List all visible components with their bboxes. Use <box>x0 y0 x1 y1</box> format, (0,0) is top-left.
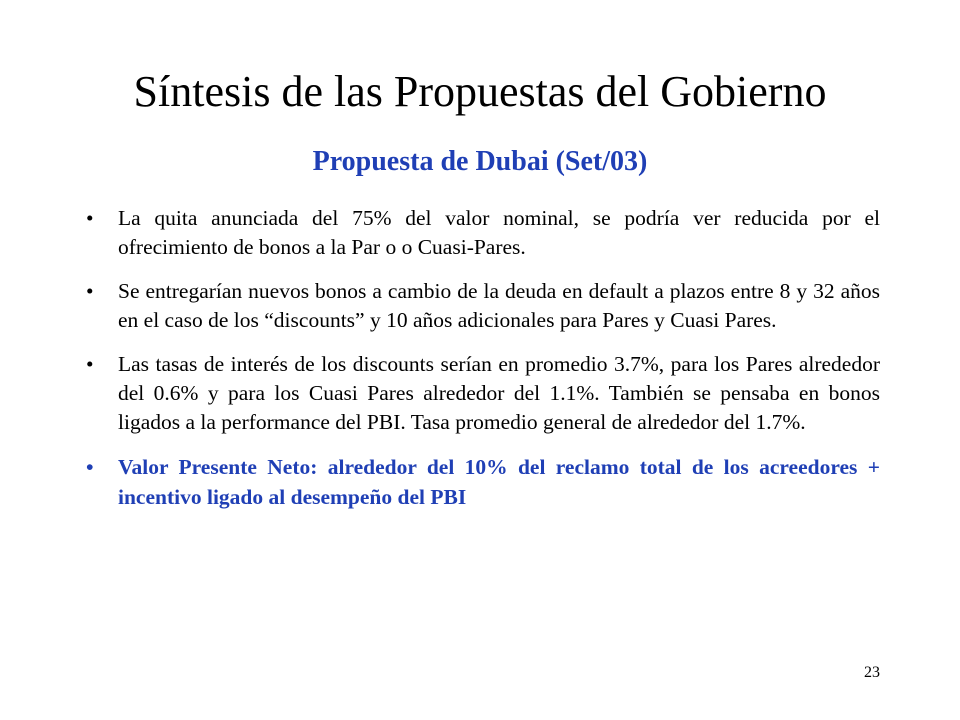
slide-title: Síntesis de las Propuestas del Gobierno <box>133 67 827 116</box>
bullet-item-highlight <box>84 452 880 512</box>
bullet-text: La quita anunciada del 75% del valor nominal, se podría ver reducida por el ofrecimiento de bonos a la Par o o Cuasi-Pares. <box>118 206 880 259</box>
bullet-item <box>84 204 880 262</box>
bullet-point-icon: • <box>86 352 94 376</box>
bullet-text: Las tasas de interés de los discounts serían en promedio 3.7%, para los Pares alrededor del 0.6% y para los Cuasi Pares alrededor del 1.1%. También se pensaba en bonos ligados a la performance del PBI. Tasa promedio general de alrededor del 1.7%. <box>118 352 880 434</box>
slide-subtitle: Propuesta de Dubai (Set/03) <box>312 146 648 177</box>
bullet-list <box>84 204 880 527</box>
bullet-point-icon: • <box>86 206 94 230</box>
bullet-text: Valor Presente Neto: alrededor del 10% del reclamo total de los acreedores + incentivo ligado al desempeño del PBI <box>118 455 880 509</box>
bullet-point-icon: • <box>86 279 94 303</box>
bullet-item <box>84 277 880 335</box>
page-number: 23 <box>864 664 880 681</box>
bullet-point-icon: • <box>86 455 94 479</box>
bullet-item <box>84 350 880 437</box>
bullet-text: Se entregarían nuevos bonos a cambio de la deuda en default a plazos entre 8 y 32 años en el caso de los “discounts” y 10 años adicionales para Pares y Cuasi Pares. <box>118 279 880 332</box>
